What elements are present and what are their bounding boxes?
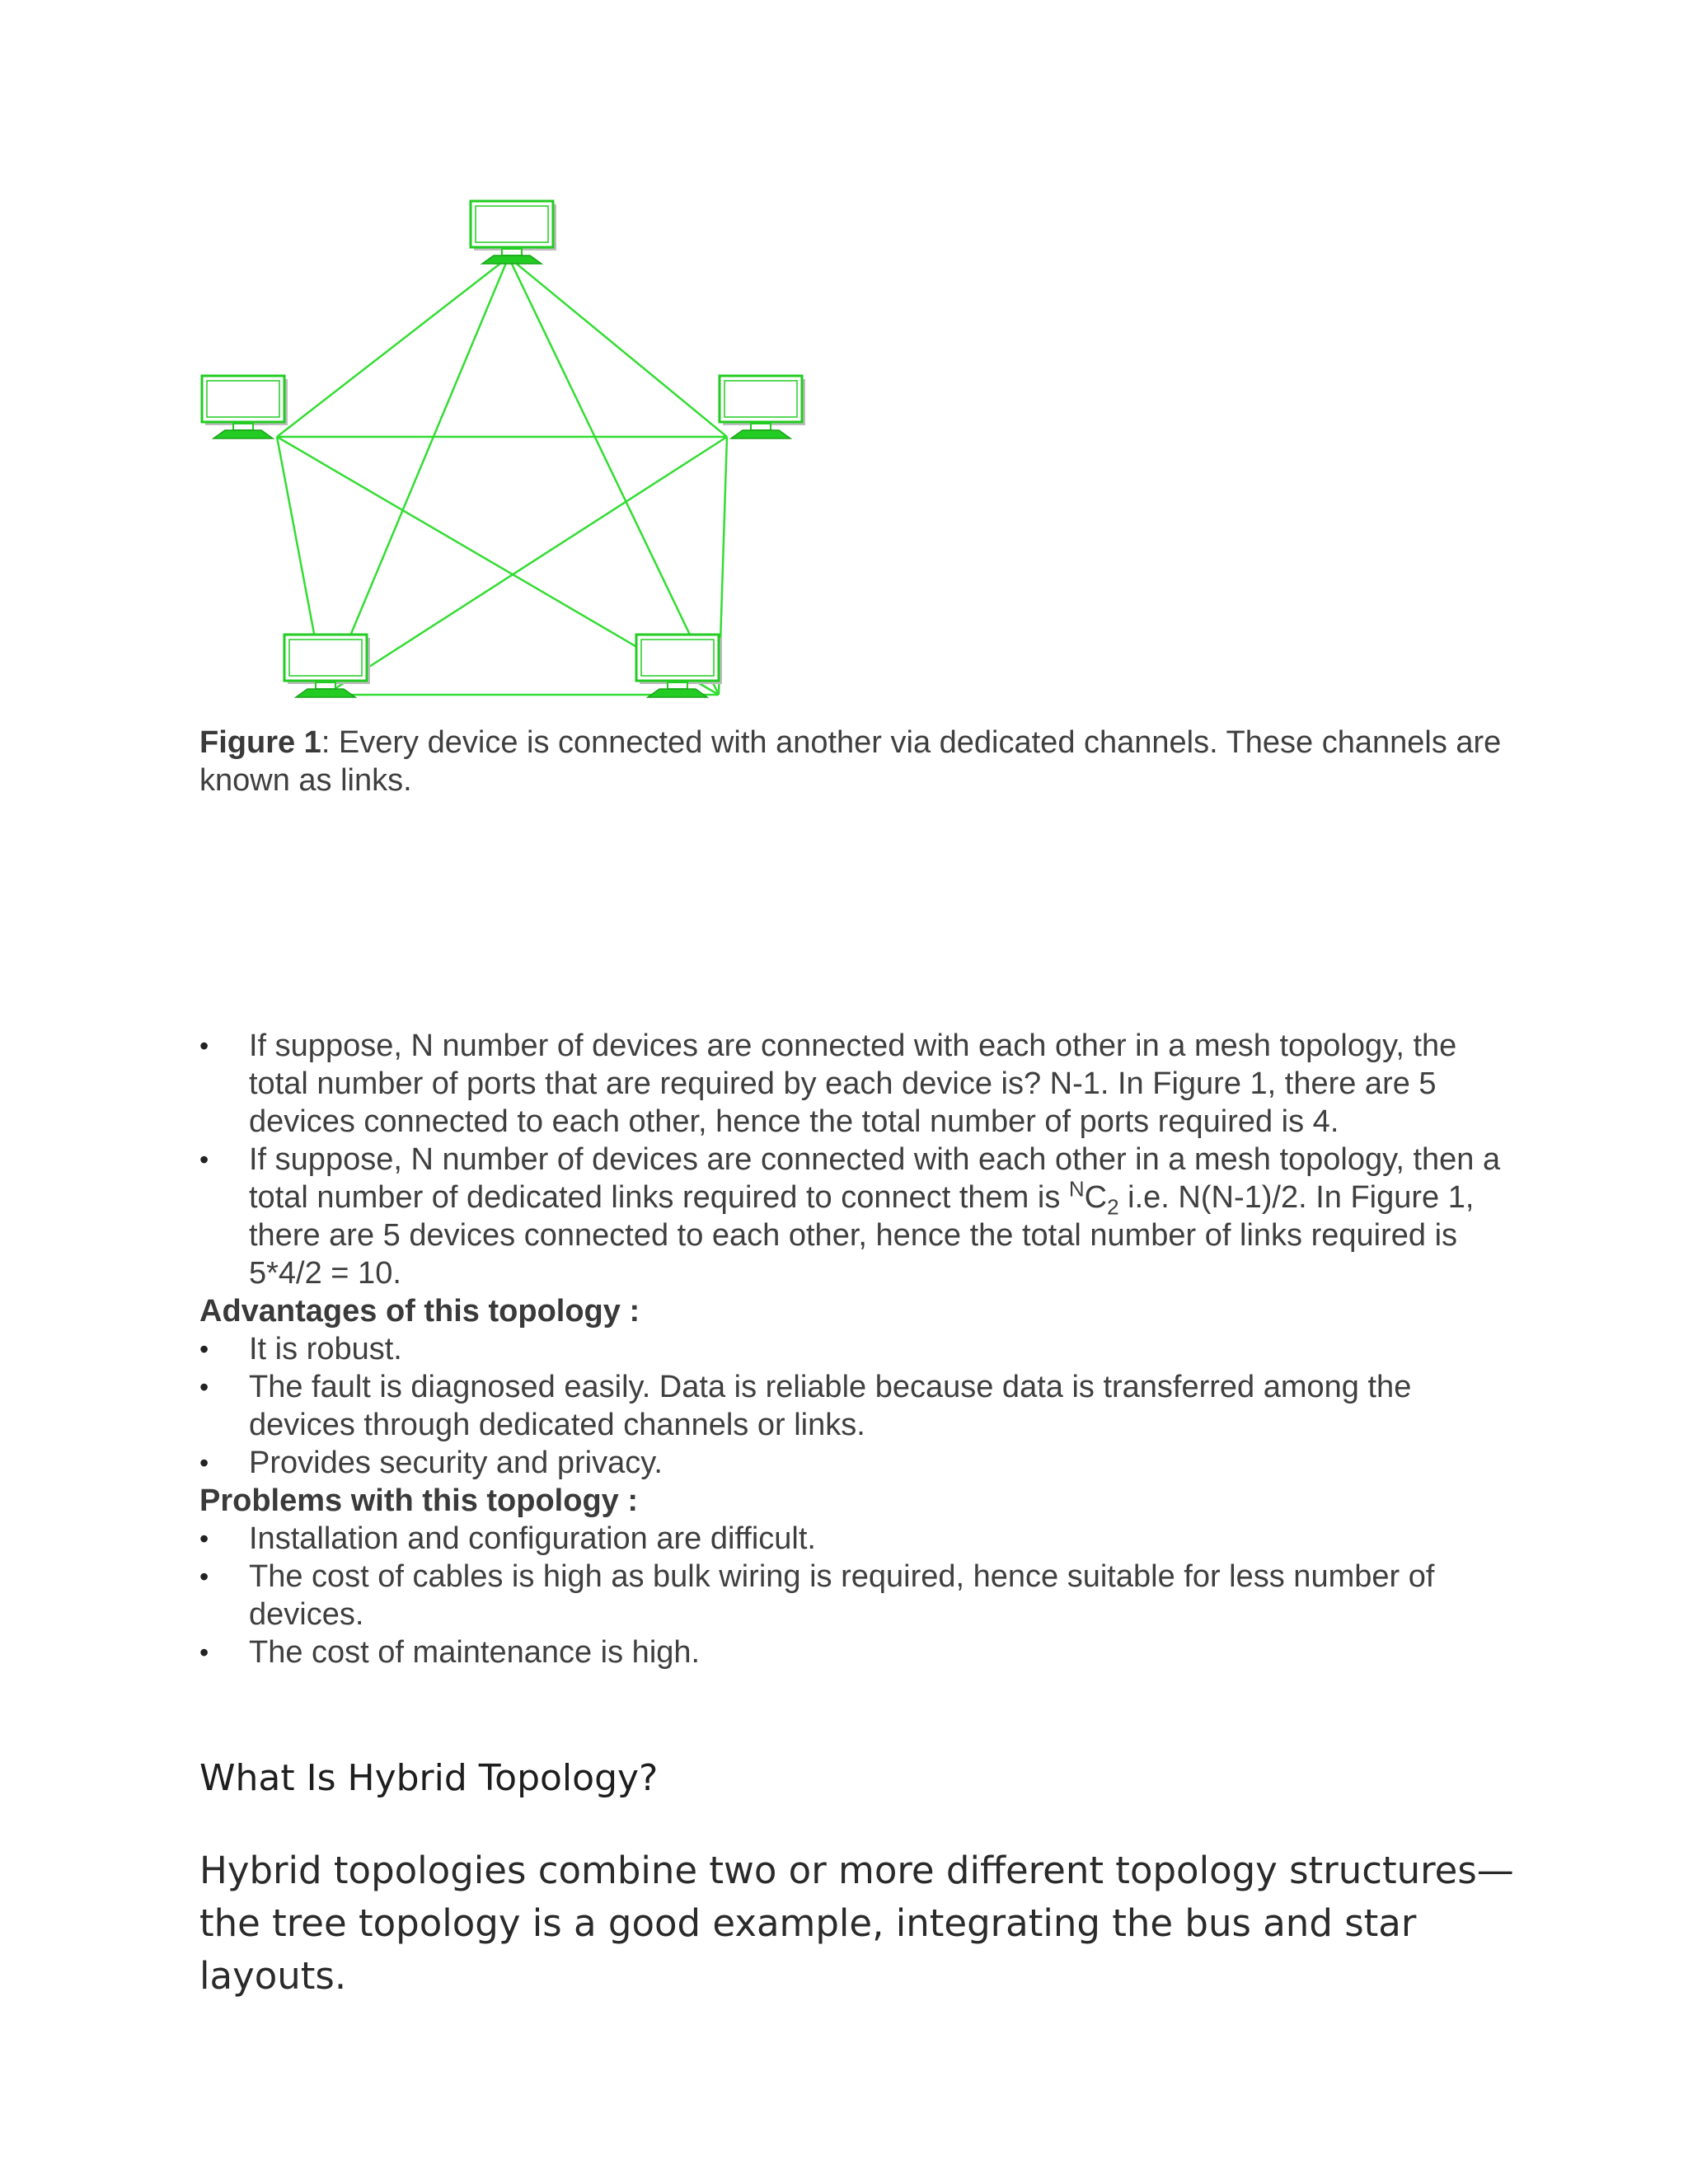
mesh-links xyxy=(277,257,727,695)
list-item xyxy=(199,1633,1502,1671)
list-item xyxy=(199,1027,1502,1141)
list-item xyxy=(199,1558,1502,1633)
computer-icon xyxy=(202,376,288,438)
links-bullet-subscript: 2 xyxy=(1107,1194,1119,1220)
mesh-link xyxy=(509,257,727,437)
list-item xyxy=(199,1141,1502,1292)
mesh-link xyxy=(277,257,509,437)
problem-text: The cost of maintenance is high. xyxy=(249,1635,701,1670)
links-bullet-part1: If suppose, N number of devices are connected with each other in a mesh topology, then a total number of dedicated links required to connect them is xyxy=(249,1142,1501,1215)
links-bullet-base: C xyxy=(1084,1180,1108,1215)
problems-list xyxy=(199,1520,1502,1671)
computer-icon xyxy=(720,376,805,438)
figure-caption-text: : Every device is connected with another via dedicated channels. These channels are known as links. xyxy=(199,725,1502,798)
problem-text: The cost of cables is high as bulk wiring is required, hence suitable for less number of devices. xyxy=(249,1559,1435,1632)
links-bullet-superscript: N xyxy=(1068,1176,1085,1202)
mesh-facts-list xyxy=(199,1027,1502,1292)
computer-icon xyxy=(636,635,722,697)
problems-heading: Problems with this topology : xyxy=(199,1483,638,1518)
list-item xyxy=(199,1368,1502,1444)
problem-text: Installation and configuration are difficult. xyxy=(249,1521,816,1556)
mesh-link xyxy=(326,257,509,695)
advantage-text: Provides security and privacy. xyxy=(249,1446,663,1480)
hybrid-topology-heading: What Is Hybrid Topology? xyxy=(199,1757,659,1799)
computer-icon xyxy=(471,201,556,264)
mesh-facts-block xyxy=(199,1027,1502,1671)
list-item xyxy=(199,1520,1502,1558)
ports-bullet-text: If suppose, N number of devices are connected with each other in a mesh topology, the total number of ports that are required by each device is? N-1. In Figure 1, there are 5 devices connected to each other, hence the total number of ports required is 4. xyxy=(249,1029,1457,1139)
mesh-link xyxy=(509,257,719,695)
figure-caption xyxy=(199,724,1518,799)
links-bullet-part2: i.e. N(N-1)/2. In Figure 1, there are 5 devices connected to each other, hence the total number of links required is 5*4/2 = 10. xyxy=(249,1180,1475,1291)
figure-caption-label: Figure 1 xyxy=(199,725,321,760)
hybrid-topology-paragraph: Hybrid topologies combine two or more different topology structures—the tree topology is a good example, integrating the bus and star layouts. xyxy=(199,1849,1514,1998)
advantages-heading: Advantages of this topology : xyxy=(199,1294,640,1329)
advantage-text: The fault is diagnosed easily. Data is reliable because data is transferred among the devices through dedicated channels or links. xyxy=(249,1370,1412,1442)
mesh-devices xyxy=(202,201,805,697)
advantage-text: It is robust. xyxy=(249,1332,402,1366)
advantages-list xyxy=(199,1330,1502,1482)
computer-icon xyxy=(284,635,370,697)
list-item xyxy=(199,1444,1502,1482)
mesh-topology-figure xyxy=(0,0,1688,742)
list-item xyxy=(199,1330,1502,1368)
